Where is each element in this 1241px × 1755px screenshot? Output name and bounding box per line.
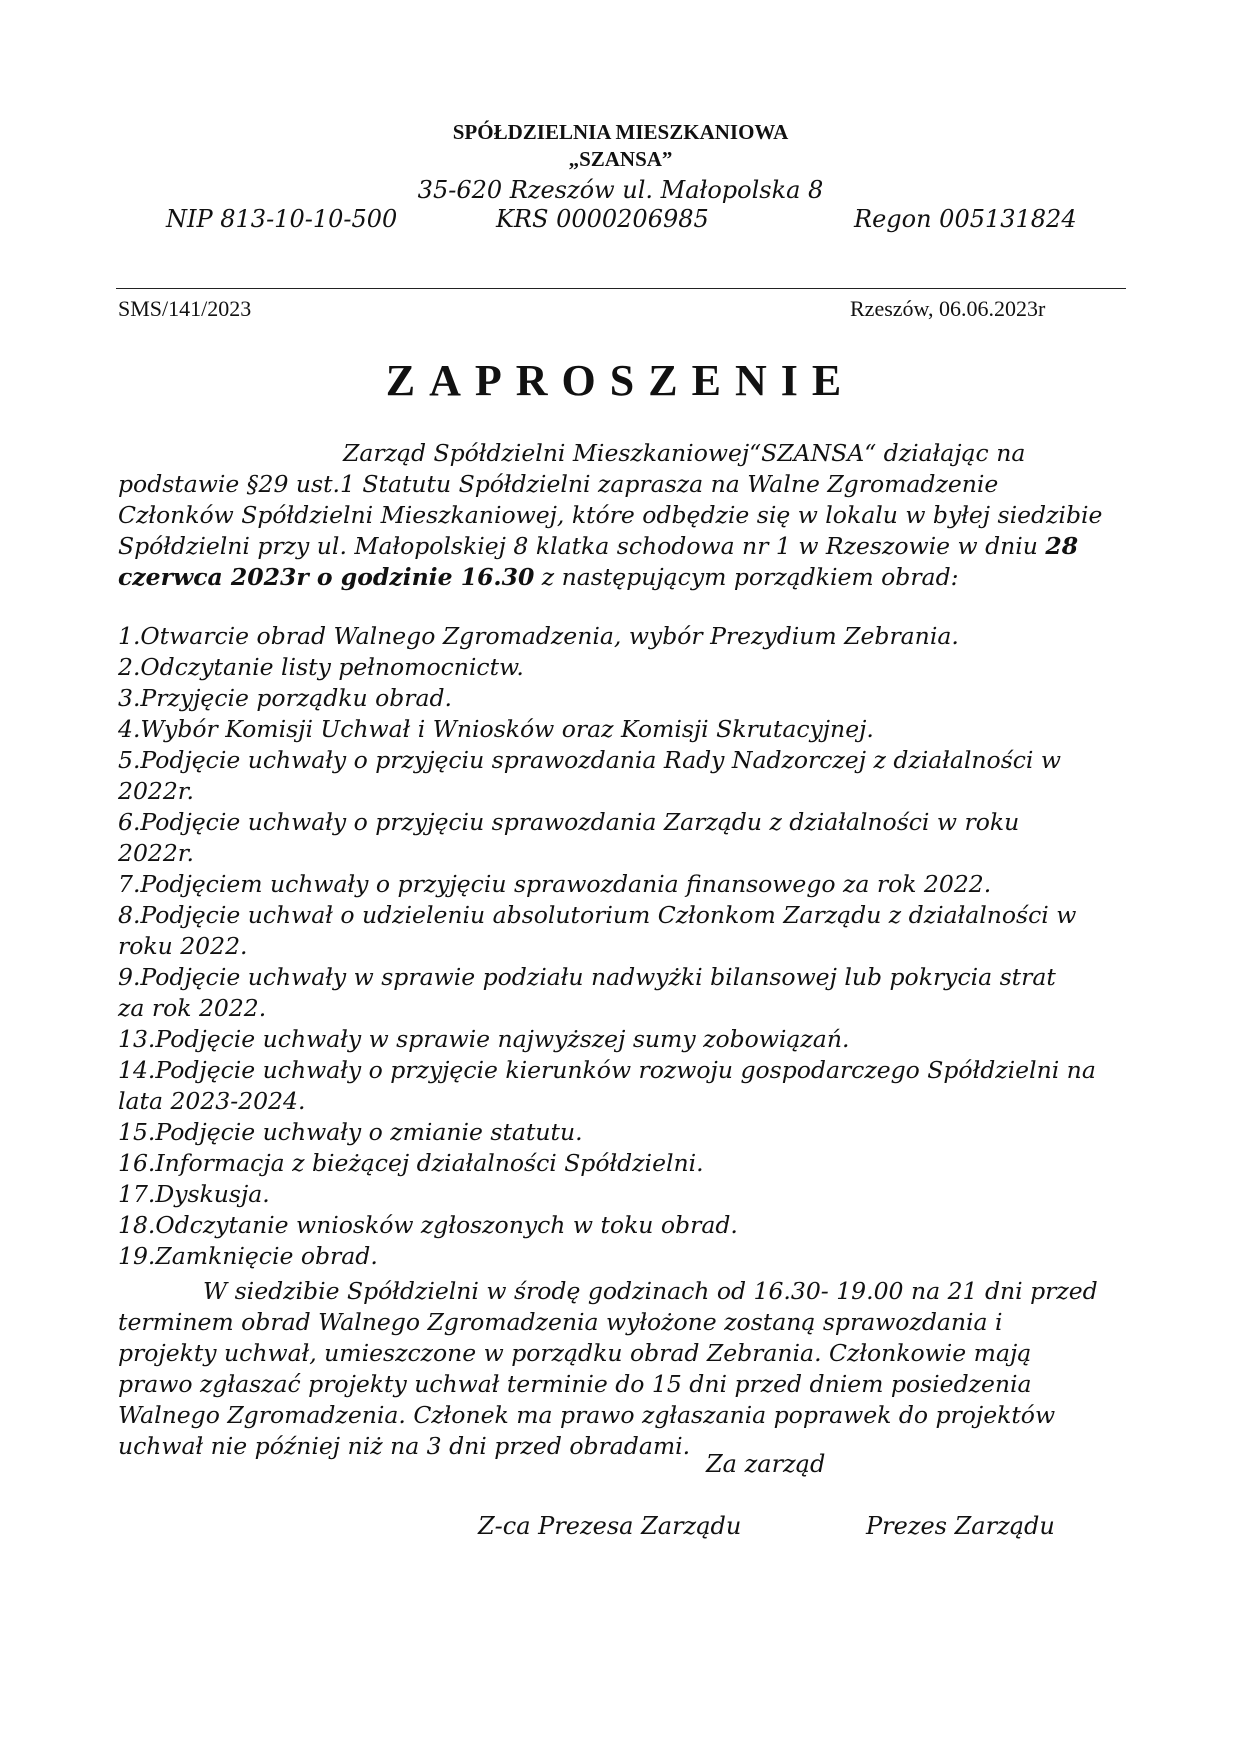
intro-line [118,562,1128,593]
intro-line: Członków Spółdzielni Mieszkaniowej, które odbędzie się w lokalu w byłej siedzibie [118,501,1103,529]
closing-line: Walnego Zgromadzenia. Członek ma prawo zgłaszania poprawek do projektów [118,1401,1056,1429]
signature-vice-president: Z-ca Prezesa Zarządu [478,1512,742,1540]
agenda-item: 1.Otwarcie obrad Walnego Zgromadzenia, wybór Prezydium Zebrania. [118,622,959,650]
intro-text: z następującym porządkiem obrad: [534,563,959,591]
meeting-date-time: czerwca 2023r o godzinie 16.30 [118,563,535,591]
closing-line: projekty uchwał, umieszczone w porządku obrad Zebrania. Członkowie mają [118,1339,1032,1367]
agenda-item: 6.Podjęcie uchwały o przyjęciu sprawozdania Zarządu z działalności w roku [118,808,1020,836]
meeting-day: 28 [1045,532,1079,560]
agenda-item: 15.Podjęcie uchwały o zmianie statutu. [118,1118,583,1146]
closing-line: terminem obrad Walnego Zgromadzenia wyłożone zostaną sprawozdania i [118,1308,1003,1336]
org-name: SPÓŁDZIELNIA MIESZKANIOWA [452,120,789,144]
place-date: Rzeszów, 06.06.2023r [850,296,1046,321]
agenda-item: 13.Podjęcie uchwały w sprawie najwyższej sumy zobowiązań. [118,1025,850,1053]
regon-number: Regon 005131824 [854,205,1077,233]
reference-number: SMS/141/2023 [118,296,252,321]
agenda-item: 2022r. [118,777,194,805]
document-title: ZAPROSZENIE [385,356,856,405]
agenda-item: 9.Podjęcie uchwały w sprawie podziału nadwyżki bilansowej lub pokrycia strat [118,963,1056,991]
agenda-item: 8.Podjęcie uchwał o udzieleniu absolutorium Członkom Zarządu z działalności w [118,901,1077,929]
agenda-item: lata 2023-2024. [118,1087,306,1115]
closing-line: W siedzibie Spółdzielni w środę godzinach od 16.30- 19.00 na 21 dni przed [203,1277,1098,1305]
agenda-item: 4.Wybór Komisji Uchwał i Wniosków oraz Komisji Skrutacyjnej. [118,715,874,743]
intro-text: Spółdzielni przy ul. Małopolskiej 8 klatka schodowa nr 1 w Rzeszowie w dniu [118,532,1046,560]
agenda-item: roku 2022. [118,932,248,960]
signature-president: Prezes Zarządu [866,1512,1055,1540]
closing-paragraph [118,1276,1128,1462]
agenda-item: 7.Podjęciem uchwały o przyjęciu sprawozdania finansowego za rok 2022. [118,870,992,898]
org-name-quoted: „SZANSA” [568,147,673,171]
agenda-item: za rok 2022. [118,994,267,1022]
agenda-item: 14.Podjęcie uchwały o przyjęcie kierunków rozwoju gospodarczego Spółdzielni na [118,1056,1096,1084]
agenda-item: 16.Informacja z bieżącej działalności Spółdzielni. [118,1149,704,1177]
agenda-item: 2022r. [118,839,194,867]
closing-line: uchwał nie później niż na 3 dni przed obradami. [118,1432,691,1460]
agenda-item: 3.Przyjęcie porządku obrad. [118,684,453,712]
intro-line [118,531,1128,562]
agenda-item: 5.Podjęcie uchwały o przyjęciu sprawozdania Rady Nadzorczej z działalności w [118,746,1062,774]
agenda-list [118,621,1128,1272]
header-divider [116,288,1126,289]
krs-number: KRS 0000206985 [496,205,709,233]
agenda-item: 18.Odczytanie wniosków zgłoszonych w toku obrad. [118,1211,738,1239]
org-address: 35-620 Rzeszów ul. Małopolska 8 [417,176,824,204]
intro-paragraph [118,438,1128,593]
closing-line: prawo zgłaszać projekty uchwał terminie do 15 dni przed dniem posiedzenia [118,1370,1032,1398]
agenda-item: 17.Dyskusja. [118,1180,270,1208]
agenda-item: 2.Odczytanie listy pełnomocnictw. [118,653,524,681]
nip-number: NIP 813-10-10-500 [166,205,398,233]
intro-line: podstawie §29 ust.1 Statutu Spółdzielni zaprasza na Walne Zgromadzenie [118,470,999,498]
intro-line: Zarząd Spółdzielni Mieszkaniowej“SZANSA“ działając na [343,439,1026,467]
signature-heading: Za zarząd [706,1450,826,1478]
agenda-item: 19.Zamknięcie obrad. [118,1242,378,1270]
